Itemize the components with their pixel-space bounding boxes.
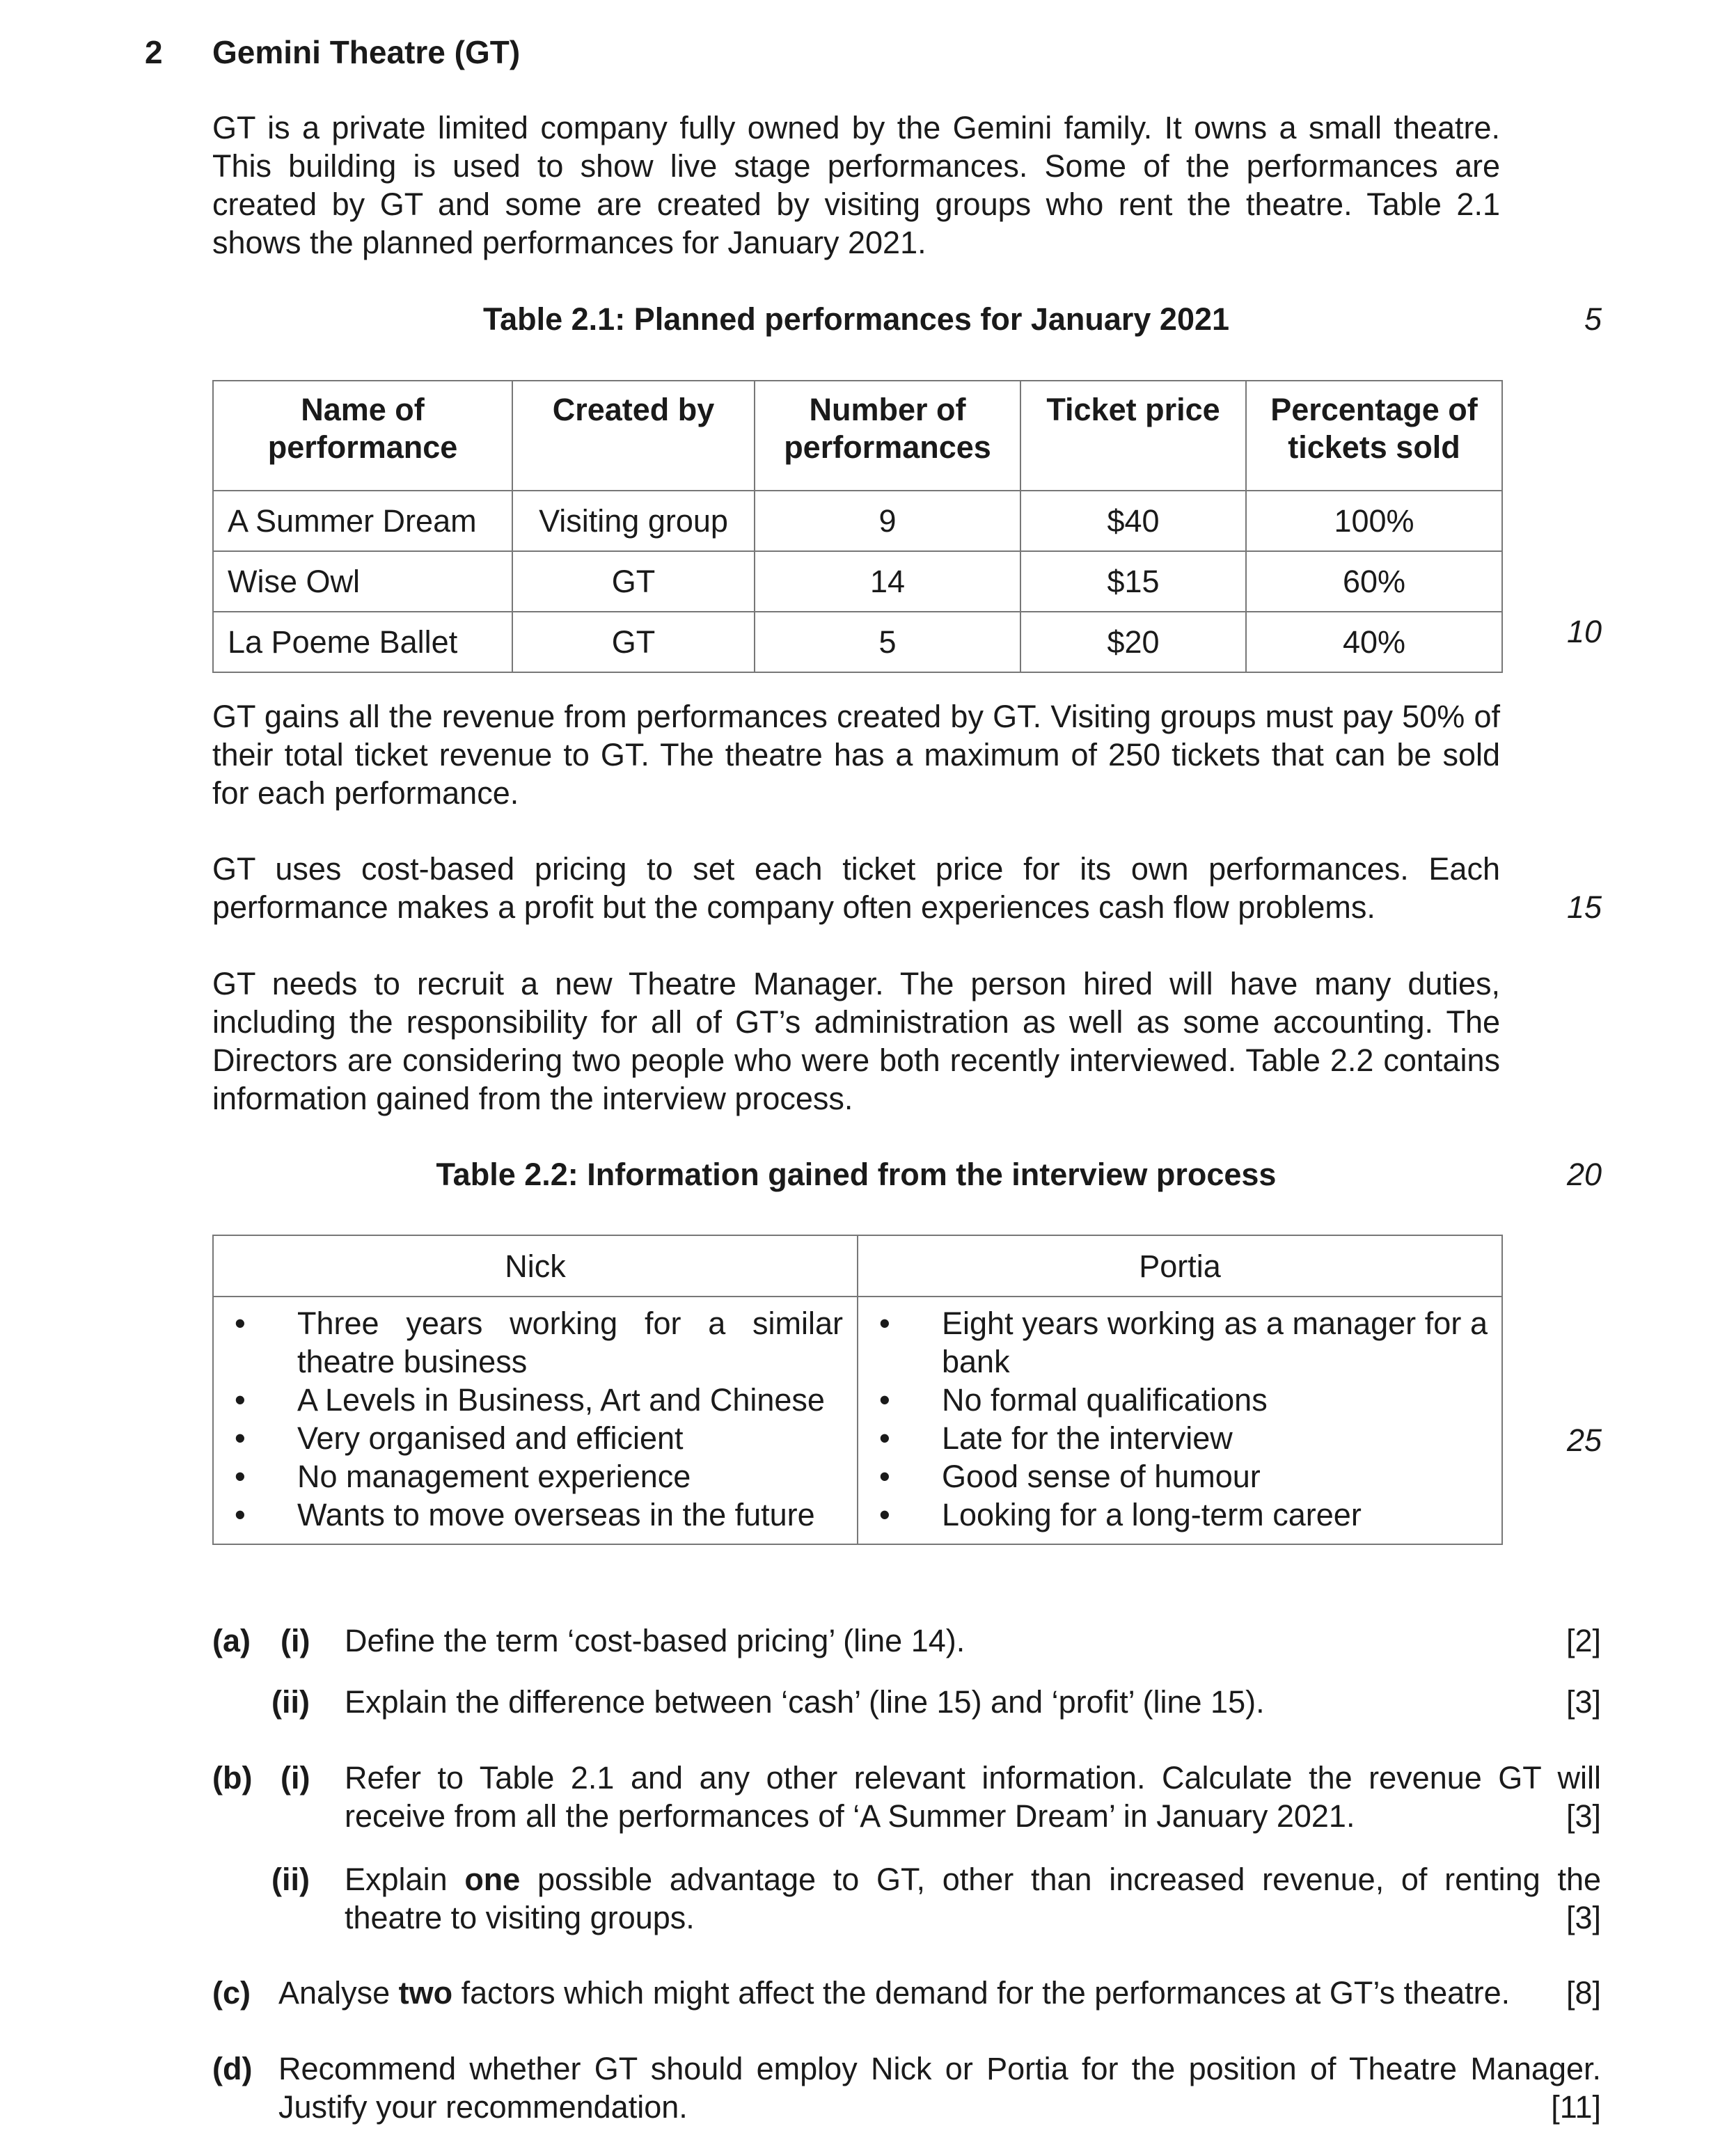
table-cell: 14 <box>755 551 1020 612</box>
column-header: Created by <box>512 381 755 491</box>
question-part-label: (b) <box>212 1760 253 1796</box>
table-cell: 40% <box>1246 612 1502 672</box>
list-item: • Good sense of humour <box>872 1457 1488 1496</box>
list-item: • No formal qualifications <box>872 1381 1488 1419</box>
list-item: • Eight years working as a manager for a bank <box>872 1304 1488 1381</box>
question-part-label: (a) <box>212 1623 251 1658</box>
list-item: • No management experience <box>228 1457 843 1496</box>
question-title: Gemini Theatre (GT) <box>212 34 521 70</box>
table-cell: A Summer Dream <box>213 491 512 551</box>
question-number: 2 <box>145 34 163 70</box>
table-cell: $20 <box>1020 612 1246 672</box>
marks: [3] <box>1566 1798 1601 1834</box>
intro-paragraph: GT is a private limited company fully owned by the Gemini family. It owns a small theatre. This building is used to show live stage performances. Some of the performances are created by GT and some are created by visiting groups who rent the theatre. Table 2.1 shows the planned performances for January 2021. <box>212 110 1500 260</box>
column-header: Ticket price <box>1020 381 1246 491</box>
question-subpart-label: (i) <box>281 1623 310 1658</box>
pricing-paragraph: GT uses cost-based pricing to set each ticket price for its own performances. Each performance makes a profit but the company often experiences cash flow problems. <box>212 851 1500 925</box>
interview-information-table <box>212 1235 1503 1545</box>
question-c <box>212 1974 1601 2012</box>
table-cell: Wise Owl <box>213 551 512 612</box>
table2-caption: Table 2.2: Information gained from the interview process <box>436 1157 1277 1192</box>
marks: [2] <box>1566 1623 1601 1658</box>
table-cell: 5 <box>755 612 1020 672</box>
table-cell: 100% <box>1246 491 1502 551</box>
planned-performances-table <box>212 380 1503 673</box>
column-header: Number of performances <box>755 381 1020 491</box>
list-item: • A Levels in Business, Art and Chinese <box>228 1381 843 1419</box>
table-header-row <box>213 1235 1502 1297</box>
question-part-label: (d) <box>212 2051 253 2086</box>
question-emphasis: one <box>464 1862 521 1897</box>
question-subpart-label: (i) <box>281 1760 310 1796</box>
table-row <box>213 1297 1502 1544</box>
table-header-row <box>213 381 1502 491</box>
column-header: Name of performance <box>213 381 512 491</box>
table-cell: GT <box>512 551 755 612</box>
table-cell: 9 <box>755 491 1020 551</box>
question-subpart-label: (ii) <box>271 1684 310 1720</box>
question-d <box>212 2050 1601 2126</box>
marks: [3] <box>1566 1900 1601 1935</box>
table-row <box>213 551 1502 612</box>
question-text: Explain the difference between ‘cash’ (line 15) and ‘profit’ (line 15). <box>345 1684 1265 1720</box>
list-item: • Wants to move overseas in the future <box>228 1496 843 1534</box>
revenue-paragraph: GT gains all the revenue from performances created by GT. Visiting groups must pay 50% of their total ticket revenue to GT. The theatre has a maximum of 250 tickets that can be sold for each performance. <box>212 699 1500 811</box>
list-item: • Looking for a long-term career <box>872 1496 1488 1534</box>
question-text <box>345 1860 1601 1937</box>
question-b-i <box>212 1759 1601 1835</box>
table-row <box>213 491 1502 551</box>
list-item: • Late for the interview <box>872 1419 1488 1457</box>
column-header-nick: Nick <box>213 1235 858 1297</box>
line-number-25: 25 <box>1566 1422 1602 1458</box>
question-text <box>278 1974 1538 2012</box>
question-text-part: Explain <box>345 1862 465 1897</box>
question-text: Refer to Table 2.1 and any other relevant information. Calculate the revenue GT will receive from all the performances of ‘A Summer Dream’ in January 2021. <box>345 1760 1601 1834</box>
portia-list <box>872 1304 1488 1534</box>
question-a-i <box>212 1622 1601 1660</box>
list-item: • Very organised and efficient <box>228 1419 843 1457</box>
table-cell: La Poeme Ballet <box>213 612 512 672</box>
portia-cell <box>858 1297 1502 1544</box>
table1-caption: Table 2.1: Planned performances for January 2021 <box>482 301 1230 337</box>
question-text: Recommend whether GT should employ Nick or Portia for the position of Theatre Manager. Justify your recommendation. <box>278 2051 1601 2125</box>
table-cell: GT <box>512 612 755 672</box>
marks: [3] <box>1566 1684 1601 1720</box>
question-subpart-label: (ii) <box>271 1862 310 1897</box>
line-number-15: 15 <box>1566 889 1602 925</box>
table-cell: Visiting group <box>512 491 755 551</box>
question-a-ii <box>212 1683 1601 1721</box>
question-text-part: factors which might affect the demand for the performances at GT’s theatre. <box>452 1975 1511 2011</box>
marks: [8] <box>1566 1975 1601 2011</box>
recruit-paragraph: GT needs to recruit a new Theatre Manager. The person hired will have many duties, including the responsibility for all of GT’s administration as well as some accounting. The Directors are considering two people who were both recently interviewed. Table 2.2 contains information gained from the interview process. <box>212 966 1500 1116</box>
column-header-portia: Portia <box>858 1235 1502 1297</box>
marks: [11] <box>1551 2089 1601 2125</box>
question-text-part: possible advantage to GT, other than increased revenue, of renting the theatre to visiting groups. <box>345 1862 1601 1935</box>
list-item: • Three years working for a similar theatre business <box>228 1304 843 1381</box>
line-number-10: 10 <box>1566 614 1602 649</box>
question-part-label: (c) <box>212 1975 251 2011</box>
line-number-5: 5 <box>1584 301 1602 337</box>
table-row <box>213 612 1502 672</box>
question-text: Define the term ‘cost-based pricing’ (line 14). <box>345 1623 965 1658</box>
table-cell: $40 <box>1020 491 1246 551</box>
table-cell: $15 <box>1020 551 1246 612</box>
line-number-20: 20 <box>1566 1157 1602 1192</box>
nick-cell <box>213 1297 858 1544</box>
table-cell: 60% <box>1246 551 1502 612</box>
question-emphasis: two <box>398 1975 453 2011</box>
question-text-part: Analyse <box>278 1975 399 2011</box>
question-b-ii <box>212 1860 1601 1937</box>
nick-list <box>228 1304 843 1534</box>
column-header: Percentage of tickets sold <box>1246 381 1502 491</box>
